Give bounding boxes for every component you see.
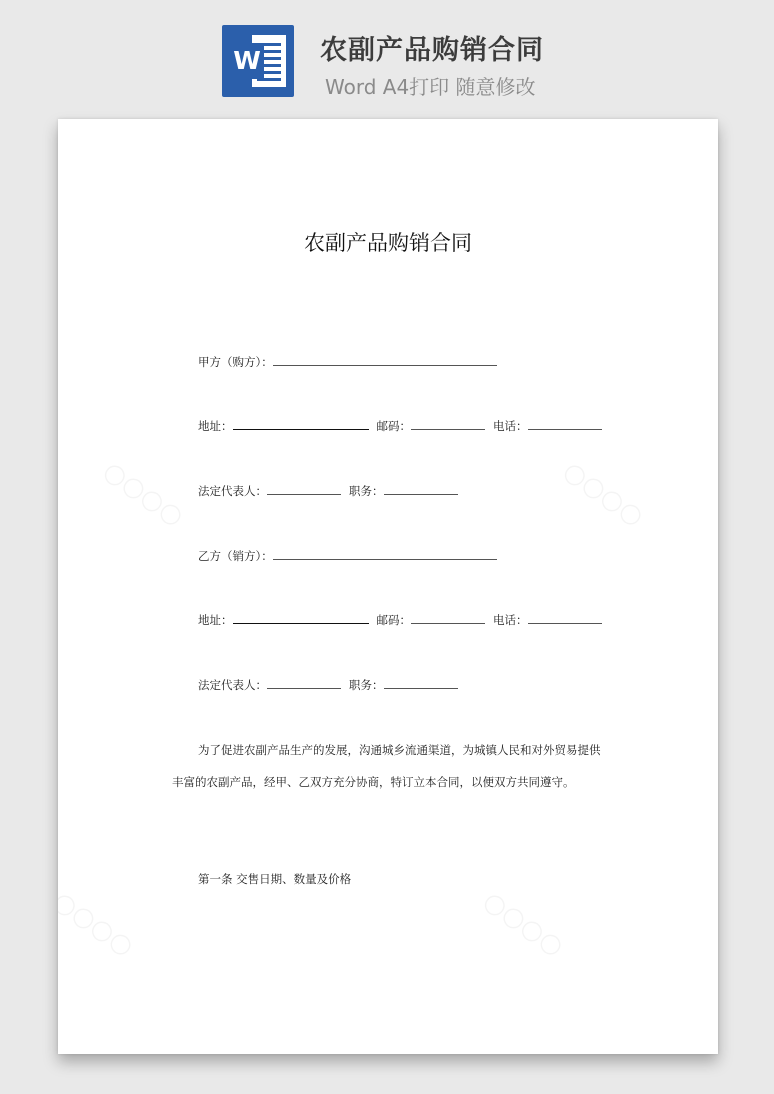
document-title: 农副产品购销合同 bbox=[304, 231, 472, 255]
word-document-icon bbox=[222, 25, 294, 97]
document-page bbox=[58, 119, 718, 1054]
party-a-line bbox=[198, 353, 497, 370]
party-b-label: 乙方（销方）： bbox=[198, 549, 273, 563]
header bbox=[0, 0, 774, 110]
party-a-phone-label: 电话： bbox=[493, 419, 528, 433]
article-1-heading: 第一条 交售日期、数量及价格 bbox=[198, 872, 352, 886]
word-icon-letter: W bbox=[230, 43, 264, 79]
party-b-address-field[interactable] bbox=[233, 611, 369, 624]
header-subtitle: Word A4打印 随意修改 bbox=[325, 75, 536, 99]
party-a-position-field[interactable] bbox=[384, 482, 458, 495]
party-b-representative-field[interactable] bbox=[267, 676, 341, 689]
watermark bbox=[558, 456, 650, 533]
party-b-phone-label: 电话： bbox=[493, 613, 528, 627]
party-a-position-label: 职务： bbox=[349, 484, 384, 498]
party-a-field[interactable] bbox=[273, 353, 497, 366]
party-a-phone-field[interactable] bbox=[528, 417, 602, 430]
party-a-postcode-field[interactable] bbox=[411, 417, 485, 430]
party-b-line bbox=[198, 547, 497, 564]
intro-paragraph: 为了促进农副产品生产的发展，沟通城乡流通渠道，为城镇人民和对外贸易提供丰富的农副产品，经甲、乙双方充分协商，特订立本合同，以便双方共同遵守。 bbox=[172, 743, 601, 789]
party-a-representative-field[interactable] bbox=[267, 482, 341, 495]
party-b-position-field[interactable] bbox=[384, 676, 458, 689]
party-b-representative-line bbox=[198, 676, 458, 693]
party-a-postcode-label: 邮码： bbox=[376, 419, 411, 433]
party-b-address-line bbox=[198, 611, 602, 628]
watermark bbox=[58, 886, 139, 963]
party-b-position-label: 职务： bbox=[349, 678, 384, 692]
party-b-address-label: 地址： bbox=[198, 613, 233, 627]
party-b-field[interactable] bbox=[273, 547, 497, 560]
party-b-postcode-field[interactable] bbox=[411, 611, 485, 624]
party-a-address-line bbox=[198, 417, 602, 434]
watermark bbox=[98, 456, 190, 533]
party-a-address-field[interactable] bbox=[233, 417, 369, 430]
party-b-postcode-label: 邮码： bbox=[376, 613, 411, 627]
party-b-representative-label: 法定代表人： bbox=[198, 678, 267, 692]
party-a-address-label: 地址： bbox=[198, 419, 233, 433]
watermark bbox=[478, 886, 570, 963]
party-a-representative-label: 法定代表人： bbox=[198, 484, 267, 498]
party-a-representative-line bbox=[198, 482, 458, 499]
header-title: 农副产品购销合同 bbox=[320, 35, 544, 66]
party-b-phone-field[interactable] bbox=[528, 611, 602, 624]
party-a-label: 甲方（购方）： bbox=[198, 355, 273, 369]
